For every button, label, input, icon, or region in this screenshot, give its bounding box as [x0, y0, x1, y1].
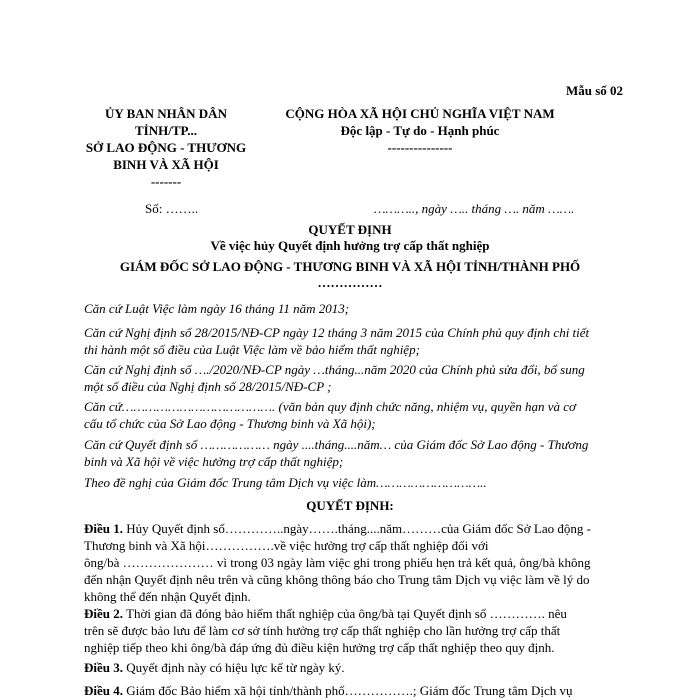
legal-ground	[84, 398, 624, 432]
national-header	[270, 105, 570, 156]
article-label: Điều 3.	[84, 660, 123, 675]
authority-line: GIÁM ĐỐC SỞ LAO ĐỘNG - THƯƠNG BINH VÀ XÃ HỘI TỈNH/THÀNH PHỐ	[119, 259, 581, 274]
country-name: CỘNG HÒA XÃ HỘI CHỦ NGHĨA VIỆT NAM	[285, 106, 555, 121]
national-motto: Độc lập - Tự do - Hạnh phúc	[340, 123, 500, 138]
article-label: Điều 4.	[84, 683, 123, 698]
authority-dots: ……………	[317, 275, 383, 290]
document-number: Số: ……..	[145, 201, 199, 216]
issuing-agency-header	[76, 105, 256, 190]
legal-ground	[84, 474, 624, 491]
document-subject: Về việc hủy Quyết định hưởng trợ cấp thất nghiệp	[210, 238, 490, 253]
legal-ground-line: Căn cứ…………………………………. (văn bản quy định chức năng, nhiệm vụ, quyền hạn và cơ	[84, 399, 576, 414]
legal-ground-line: Căn cứ Quyết định số ……………… ngày ....tháng....năm… của Giám đốc Sở Lao động - Thương	[84, 437, 589, 452]
article-label: Điều 1.	[84, 521, 123, 536]
legal-ground-line: binh và Xã hội về việc hưởng trợ cấp thất nghiệp;	[84, 454, 344, 469]
agency-line-1: ỦY BAN NHÂN DÂN	[105, 106, 227, 121]
article-text: Hủy Quyết định số…………..ngày…….tháng....năm………của Giám đốc Sở Lao động -	[123, 521, 591, 536]
legal-ground	[84, 324, 624, 358]
article-line: trên sẽ được bảo lưu để làm cơ sở tính hưởng trợ cấp thất nghiệp cho lần hưởng trợ cấp thất	[84, 623, 561, 638]
article-label: Điều 2.	[84, 606, 123, 621]
article-line: ông/bà ………………… vì trong 03 ngày làm việc ghi trong phiếu hẹn trả kết quả, ông/bà không	[84, 555, 591, 570]
document-date: ……….., ngày ….. tháng …. năm …….	[374, 201, 575, 216]
legal-ground-line: Căn cứ Nghị định số 28/2015/NĐ-CP ngày 12 tháng 3 năm 2015 của Chính phủ quy định chi tiết	[84, 325, 590, 340]
article-4	[84, 682, 624, 699]
document-title: QUYẾT ĐỊNH	[308, 222, 392, 237]
form-number: Mẫu số 02	[566, 83, 624, 98]
legal-ground-line: thi hành một số điều của Luật Việc làm về bảo hiểm thất nghiệp;	[84, 342, 420, 357]
agency-line-3: SỞ LAO ĐỘNG - THƯƠNG	[85, 140, 247, 155]
motto-rule: ---------------	[387, 140, 453, 155]
legal-ground	[84, 361, 624, 395]
article-line: nghiệp tiếp theo khi ông/bà đáp ứng đủ điều kiện hưởng trợ cấp thất nghiệp theo quy định.	[84, 640, 555, 655]
article-text: Thời gian đã đóng bảo hiểm thất nghiệp của ông/bà tại Quyết định số …………. nêu	[123, 606, 567, 621]
article-text: Giám đốc Bảo hiểm xã hội tỉnh/thành phố…………….; Giám đốc Trung tâm Dịch vụ	[123, 683, 573, 698]
article-line: Thương binh và Xã hội…………….về việc hưởng trợ cấp thất nghiệp đối với	[84, 538, 489, 553]
article-1	[84, 520, 624, 605]
decision-heading: QUYẾT ĐỊNH:	[306, 498, 394, 513]
legal-ground-line: một số điều của Nghị định số 28/2015/NĐ-CP ;	[84, 379, 332, 394]
agency-line-2: TỈNH/TP...	[134, 123, 197, 138]
article-3	[84, 659, 624, 676]
article-text: Quyết định này có hiệu lực kể từ ngày ký.	[123, 660, 345, 675]
article-line: không thể đến nhận Quyết định.	[84, 589, 251, 604]
legal-ground	[84, 300, 624, 317]
agency-rule: -------	[150, 174, 182, 189]
agency-line-4: BINH VÀ XÃ HỘI	[113, 157, 219, 172]
legal-ground-line: Căn cứ Luật Việc làm ngày 16 tháng 11 năm 2013;	[84, 301, 350, 316]
legal-ground-line: Căn cứ Nghị định số …./2020/NĐ-CP ngày …tháng...năm 2020 của Chính phủ sửa đổi, bổ sung	[84, 362, 585, 377]
legal-ground	[84, 436, 624, 470]
legal-ground-line: Theo đề nghị của Giám đốc Trung tâm Dịch vụ việc làm………………………..	[84, 475, 487, 490]
article-line: đến nhận Quyết định nêu trên và cũng không thông báo cho Trung tâm Dịch vụ việc làm về lý do	[84, 572, 590, 587]
legal-ground-line: cấu tổ chức của Sở Lao động - Thương binh và Xã hội);	[84, 416, 376, 431]
article-2	[84, 605, 624, 656]
